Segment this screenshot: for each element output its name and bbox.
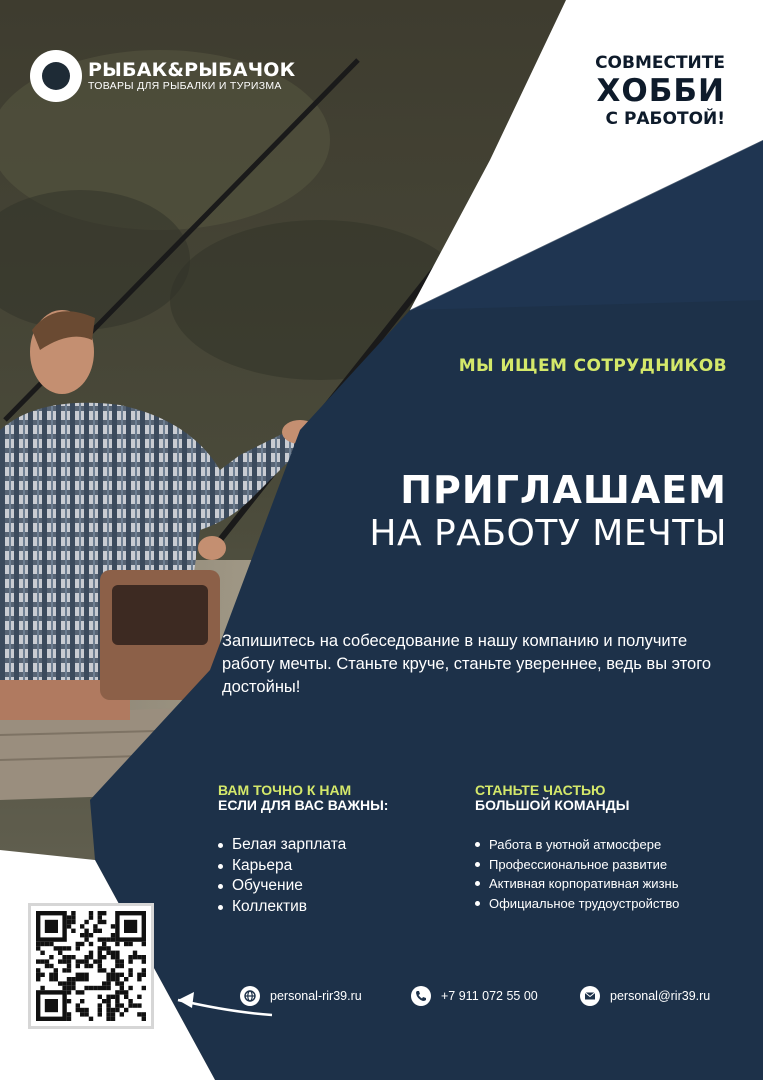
benefits-title-line-2: ЕСЛИ ДЛЯ ВАС ВАЖНЫ:: [218, 797, 389, 813]
benefits-title: [218, 783, 458, 813]
email-link[interactable]: personal@rir39.ru: [610, 989, 711, 1003]
team-title-line-1: СТАНЬТЕ ЧАСТЬЮ: [475, 782, 606, 798]
qr-code-image: [31, 906, 151, 1026]
mail-icon: [580, 986, 600, 1006]
main-headline: [369, 468, 727, 556]
brand-logo: [30, 50, 295, 102]
bullet-icon: [475, 842, 480, 847]
bullet-icon: [475, 901, 480, 906]
slogan-line-2: ХОББИ: [596, 73, 725, 109]
slogan-line-1: СОВМЕСТИТЕ: [595, 53, 725, 73]
brand-tagline: ТОВАРЫ ДЛЯ РЫБАЛКИ И ТУРИЗМА: [88, 80, 282, 92]
list-item: Карьера: [218, 856, 458, 877]
contact-website[interactable]: [240, 986, 362, 1006]
logo-emblem-icon: [30, 50, 82, 102]
phone-number[interactable]: +7 911 072 55 00: [441, 989, 538, 1003]
headline-line-1: ПРИГЛАШАЕМ: [400, 468, 727, 512]
team-title: [475, 783, 745, 813]
slogan: [555, 52, 725, 130]
bullet-icon: [475, 862, 480, 867]
list-item: Коллектив: [218, 897, 458, 918]
seeking-heading: МЫ ИЩЕМ СОТРУДНИКОВ: [458, 356, 727, 376]
bullet-icon: [218, 843, 223, 848]
list-item: Белая зарплата: [218, 835, 458, 856]
team-list: [475, 835, 745, 913]
list-item: Работа в уютной атмосфере: [475, 835, 745, 855]
bullet-icon: [218, 905, 223, 910]
globe-icon: [240, 986, 260, 1006]
phone-icon: [411, 986, 431, 1006]
benefits-column: [218, 783, 458, 917]
list-item: Профессиональное развитие: [475, 855, 745, 875]
brand-name: РЫБАК&РЫБАЧОК: [88, 59, 296, 81]
list-item: Обучение: [218, 876, 458, 897]
team-column: [475, 783, 745, 913]
benefits-list: [218, 835, 458, 917]
bullet-icon: [475, 881, 480, 886]
bullet-icon: [218, 884, 223, 889]
headline-line-2: НА РАБОТУ МЕЧТЫ: [369, 513, 727, 554]
qr-code[interactable]: [28, 903, 154, 1029]
intro-paragraph: Запишитесь на собеседование в нашу компанию и получите работу мечты. Станьте круче, станьте увереннее, ведь вы этого достойны!: [222, 632, 712, 696]
bullet-icon: [218, 864, 223, 869]
website-link[interactable]: personal-rir39.ru: [270, 989, 362, 1003]
list-item: Активная корпоративная жизнь: [475, 874, 745, 894]
contact-email[interactable]: [580, 986, 710, 1006]
benefits-title-line-1: ВАМ ТОЧНО К НАМ: [218, 782, 352, 798]
contact-phone[interactable]: [411, 986, 538, 1006]
list-item: Официальное трудоустройство: [475, 894, 745, 914]
slogan-line-3: С РАБОТОЙ!: [605, 109, 725, 129]
team-title-line-2: БОЛЬШОЙ КОМАНДЫ: [475, 797, 630, 813]
